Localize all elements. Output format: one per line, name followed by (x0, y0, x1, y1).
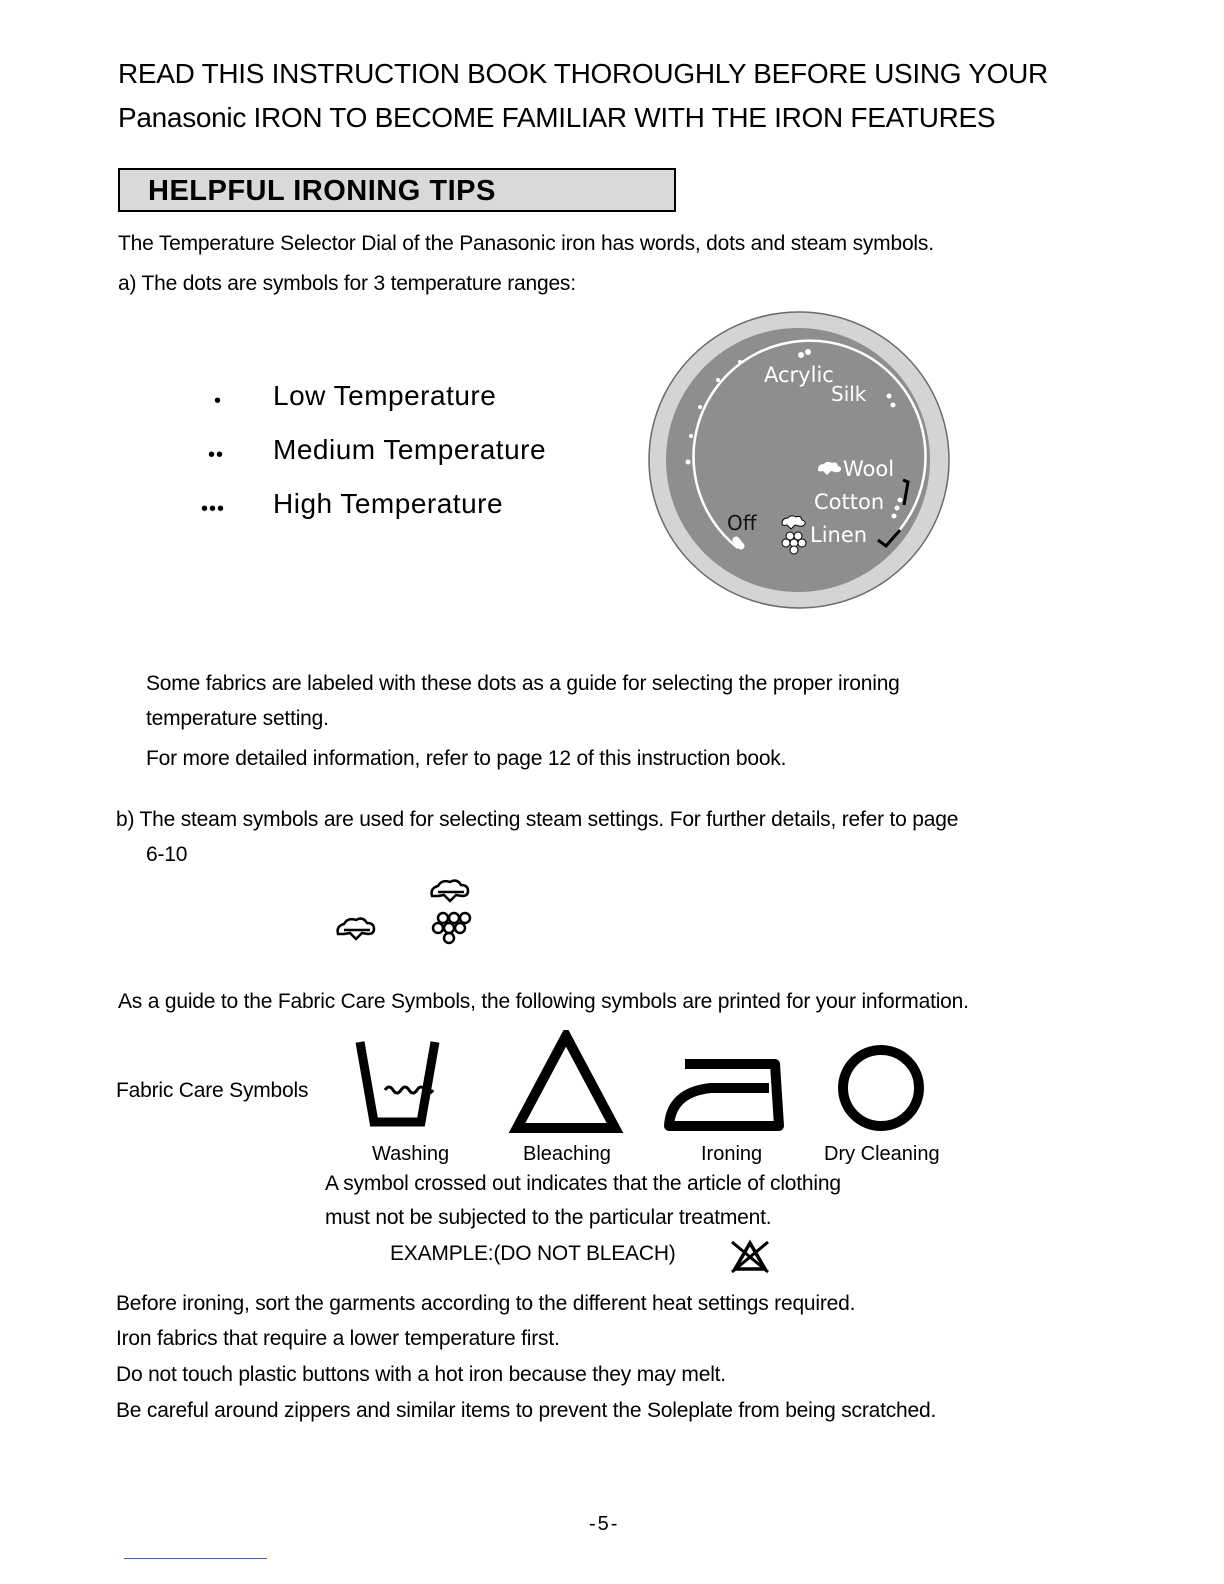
dots-note-line-1: Some fabrics are labeled with these dots as a guide for selecting the proper ironing (146, 672, 900, 695)
washing-label: Washing (372, 1143, 450, 1165)
dial-dot (738, 360, 742, 364)
low-temp-dots: • (214, 390, 223, 412)
high-temp-dots: ••• (201, 498, 226, 520)
low-temp-label: Low Temperature (273, 380, 497, 411)
intro-text: The Temperature Selector Dial of the Panasonic iron has words, dots and steam symbols. (118, 232, 934, 255)
medium-temp-label: Medium Temperature (273, 434, 547, 465)
dry-cleaning-icon (843, 1050, 919, 1126)
section-title-box (118, 168, 676, 212)
dial-dot (716, 378, 720, 382)
dial-dot (895, 506, 900, 511)
dial-dot (898, 498, 903, 503)
steam-low-icon (338, 919, 374, 939)
section-title: HELPFUL IRONING TIPS (148, 175, 496, 207)
crossed-out-note-line-1: A symbol crossed out indicates that the article of clothing (325, 1172, 841, 1195)
fabric-care-label: Fabric Care Symbols (116, 1079, 309, 1102)
steam-symbols (330, 878, 480, 952)
dial-label-wool: Wool (843, 457, 895, 481)
dial-label-acrylic: Acrylic (764, 363, 834, 387)
tip-1: Before ironing, sort the garments according to the different heat settings required. (116, 1292, 856, 1315)
dial-dot (805, 349, 811, 355)
dial-dot (891, 403, 896, 408)
dial-dot (892, 514, 897, 519)
care-intro-text: As a guide to the Fabric Care Symbols, the following symbols are printed for your information. (118, 990, 969, 1013)
point-a-text: a) The dots are symbols for 3 temperature ranges: (118, 272, 576, 295)
do-not-bleach-icon (728, 1238, 772, 1274)
dial-label-off: Off (727, 511, 757, 535)
bleaching-icon (517, 1036, 615, 1128)
tip-2: Iron fabrics that require a lower temperature first. (116, 1327, 560, 1350)
dial-label-cotton: Cotton (814, 490, 885, 514)
ironing-icon (669, 1064, 779, 1126)
dial-dot (689, 434, 693, 438)
steam-high-icon (432, 881, 470, 943)
dial-dot (798, 352, 804, 358)
header-line-2: Panasonic IRON TO BECOME FAMILIAR WITH THE IRON FEATURES (118, 102, 996, 133)
dial-dot (686, 460, 691, 465)
crossed-out-note-line-2: must not be subjected to the particular treatment. (325, 1206, 772, 1229)
point-b-line-2: 6-10 (146, 843, 188, 866)
tip-4: Be careful around zippers and similar items to prevent the Soleplate from being scratched. (116, 1399, 937, 1422)
tip-3: Do not touch plastic buttons with a hot iron because they may melt. (116, 1363, 726, 1386)
fabric-care-symbols (355, 1030, 935, 1142)
dial-off-marker (736, 540, 741, 546)
temperature-dial-illustration (648, 310, 954, 612)
dots-note-line-3: For more detailed information, refer to page 12 of this instruction book. (146, 747, 787, 770)
bleaching-label: Bleaching (523, 1143, 611, 1165)
washing-icon (360, 1042, 435, 1122)
point-b-line-1: b) The steam symbols are used for selecting steam settings. For further details, refer to page (116, 808, 959, 831)
ironing-label: Ironing (701, 1143, 763, 1165)
dial-label-linen: Linen (810, 523, 868, 547)
dial-dot (887, 394, 892, 399)
medium-temp-dots: •• (208, 444, 225, 466)
dial-label-silk: Silk (831, 382, 867, 406)
page-number: -5- (589, 1513, 620, 1535)
high-temp-label: High Temperature (273, 488, 504, 519)
dots-note-line-2: temperature setting. (146, 707, 329, 730)
footer-divider (124, 1558, 267, 1559)
dry-cleaning-label: Dry Cleaning (824, 1143, 940, 1165)
example-text: EXAMPLE:(DO NOT BLEACH) (390, 1242, 676, 1265)
dial-dot (698, 405, 702, 409)
header-line-1: READ THIS INSTRUCTION BOOK THOROUGHLY BEFORE USING YOUR (118, 58, 1048, 89)
